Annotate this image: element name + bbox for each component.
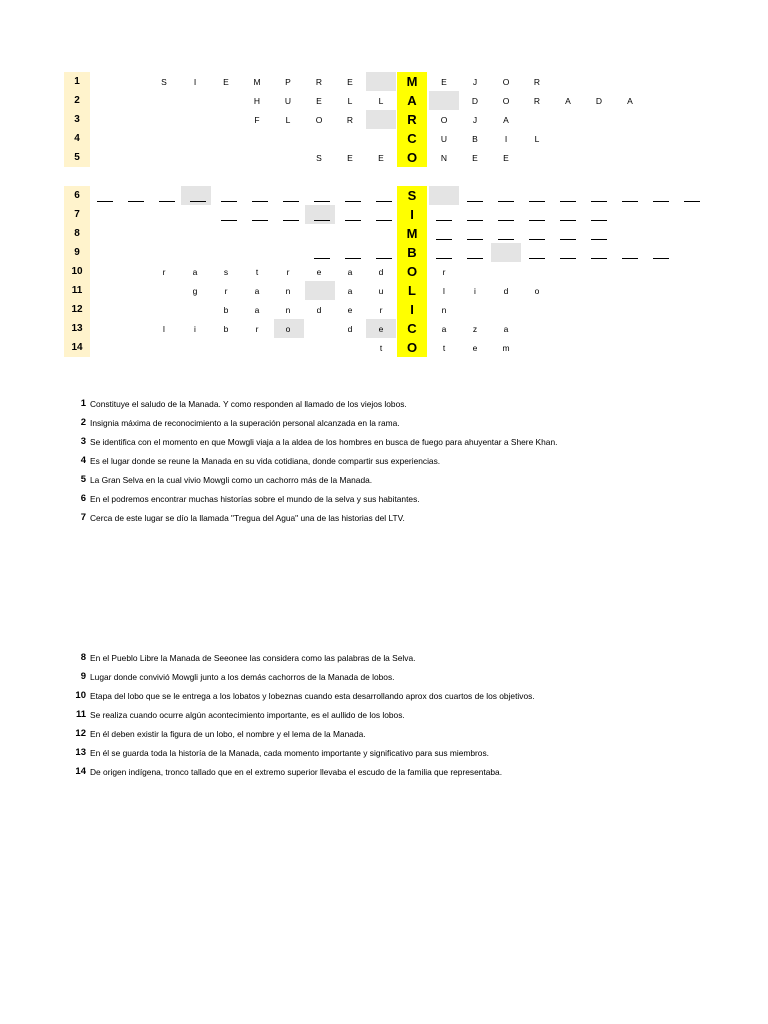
key-letter: I: [410, 207, 414, 222]
answer-blank: [591, 258, 607, 259]
grid-letter: D: [595, 95, 603, 106]
clue-number: 1: [80, 398, 86, 409]
clue-item: [64, 451, 744, 470]
shaded-cell: [429, 186, 459, 205]
row-number: 9: [64, 243, 90, 262]
grid-letter: m: [502, 342, 510, 353]
grid-letter: E: [316, 95, 322, 106]
answer-blank: [283, 220, 299, 221]
answer-blank: [314, 201, 330, 202]
grid-letter: e: [316, 266, 322, 277]
clue-text: La Gran Selva en la cual vivio Mowgli como un cachorro más de la Manada.: [90, 474, 373, 485]
grid-letter: E: [223, 76, 229, 87]
grid-letter: l: [163, 323, 165, 334]
grid-letter: P: [285, 76, 291, 87]
clue-text: En el Pueblo Libre la Manada de Seeonee las considera como las palabras de la Selva.: [90, 652, 416, 663]
answer-blank: [283, 201, 299, 202]
shaded-cell: [366, 110, 396, 129]
clue-text: En él deben existir la figura de un lobo, el nombre y el lema de la Manada.: [90, 728, 366, 739]
clue-text: Es el lugar donde se reune la Manada en su vida cotidiana, donde compartir sus experiencias.: [90, 455, 441, 466]
grid-letter: e: [472, 342, 478, 353]
answer-blank: [529, 201, 545, 202]
grid-letter: b: [223, 304, 229, 315]
clue-item: [64, 648, 744, 667]
grid-letter: R: [533, 95, 541, 106]
row-number: 6: [64, 186, 90, 205]
grid-letter: a: [192, 266, 198, 277]
answer-blank: [345, 201, 361, 202]
clues-list-1: [64, 394, 744, 527]
answer-blank: [591, 220, 607, 221]
grid-letter: n: [441, 304, 447, 315]
clue-number: 6: [80, 493, 86, 504]
grid-letter: r: [379, 304, 383, 315]
clue-text: Insignia máxima de reconocimiento a la superación personal alcanzada en la rama.: [90, 417, 400, 428]
grid-letter: n: [285, 304, 291, 315]
grid-letter: t: [442, 342, 446, 353]
grid-letter: r: [255, 323, 259, 334]
shaded-cell: [305, 281, 335, 300]
answer-blank: [529, 258, 545, 259]
grid-letter: O: [502, 76, 510, 87]
grid-letter: R: [346, 114, 354, 125]
answer-blank: [190, 201, 206, 202]
grid-letter: S: [161, 76, 167, 87]
answer-blank: [560, 201, 576, 202]
grid-letter: a: [254, 304, 260, 315]
answer-blank: [128, 201, 144, 202]
answer-blank: [591, 239, 607, 240]
row-number: 10: [64, 262, 90, 281]
grid-letter: L: [347, 95, 353, 106]
clue-item: [64, 667, 744, 686]
answer-blank: [498, 220, 514, 221]
answer-blank: [467, 258, 483, 259]
clue-number: 11: [75, 709, 86, 720]
grid-letter: B: [472, 133, 478, 144]
answer-blank: [591, 201, 607, 202]
grid-letter: L: [378, 95, 384, 106]
clue-item: [64, 724, 744, 743]
row-number: 3: [64, 110, 90, 129]
grid-letter: e: [378, 323, 384, 334]
grid-letter: E: [503, 152, 509, 163]
grid-letter: E: [378, 152, 384, 163]
answer-blank: [252, 201, 268, 202]
clues-list-2: [64, 648, 744, 781]
answer-blank: [529, 239, 545, 240]
key-letter: B: [407, 245, 417, 260]
key-letter: C: [407, 321, 417, 336]
answer-blank: [560, 239, 576, 240]
answer-blank: [560, 258, 576, 259]
grid-letter: D: [471, 95, 479, 106]
grid-letter: L: [285, 114, 291, 125]
key-letter: S: [407, 188, 417, 203]
shaded-cell: [305, 205, 335, 224]
clue-text: Cerca de este lugar se dío la llamada "Tregua del Agua" una de las historias del LTV.: [90, 512, 405, 523]
answer-blank: [252, 220, 268, 221]
grid-letter: L: [534, 133, 540, 144]
answer-blank: [376, 201, 392, 202]
answer-blank: [376, 220, 392, 221]
clue-item: [64, 705, 744, 724]
grid-letter: E: [472, 152, 478, 163]
answer-blank: [345, 258, 361, 259]
grid-letter: F: [254, 114, 260, 125]
answer-blank: [622, 258, 638, 259]
key-letter: R: [407, 112, 417, 127]
key-letter: O: [406, 150, 418, 165]
clue-item: [64, 762, 744, 781]
answer-blank: [221, 201, 237, 202]
grid-letter: n: [285, 285, 291, 296]
shaded-cell: [491, 243, 521, 262]
key-letter: O: [406, 340, 418, 355]
row-number: 8: [64, 224, 90, 243]
clue-number: 14: [75, 766, 86, 777]
row-number: 1: [64, 72, 90, 91]
clue-item: [64, 432, 744, 451]
clue-item: [64, 470, 744, 489]
grid-letter: I: [193, 76, 197, 87]
answer-blank: [436, 220, 452, 221]
grid-letter: u: [378, 285, 384, 296]
clue-item: [64, 743, 744, 762]
grid-letter: a: [503, 323, 509, 334]
clue-number: 13: [75, 747, 86, 758]
grid-letter: o: [534, 285, 540, 296]
clue-text: De origen indígena, tronco tallado que en el extremo superior llevaba el escudo de la familia que representaba.: [90, 766, 503, 777]
grid-letter: r: [162, 266, 166, 277]
grid-letter: A: [565, 95, 571, 106]
grid-letter: g: [192, 285, 198, 296]
row-number: 2: [64, 91, 90, 110]
shaded-cell: [366, 72, 396, 91]
clue-text: En él se guarda toda la historía de la Manada, cada momento importante y significativo para sus miembros.: [90, 747, 489, 758]
clue-number: 9: [80, 671, 86, 682]
answer-blank: [653, 201, 669, 202]
answer-blank: [622, 201, 638, 202]
grid-letter: E: [441, 76, 447, 87]
key-letter: I: [410, 302, 414, 317]
answer-blank: [436, 239, 452, 240]
answer-blank: [314, 220, 330, 221]
grid-letter: O: [315, 114, 323, 125]
grid-letter: z: [472, 323, 478, 334]
row-number: 12: [64, 300, 90, 319]
key-letter: M: [406, 74, 418, 89]
grid-letter: a: [347, 266, 353, 277]
grid-letter: o: [285, 323, 291, 334]
grid-letter: t: [379, 342, 383, 353]
clue-number: 3: [80, 436, 86, 447]
answer-blank: [467, 201, 483, 202]
clue-text: Constituye el saludo de la Manada. Y como responden al llamado de los viejos lobos.: [90, 398, 407, 409]
grid-letter: a: [254, 285, 260, 296]
clue-number: 12: [75, 728, 86, 739]
grid-letter: i: [194, 323, 196, 334]
clue-number: 4: [80, 455, 86, 466]
row-number: 14: [64, 338, 90, 357]
grid-letter: U: [284, 95, 292, 106]
row-number: 13: [64, 319, 90, 338]
grid-letter: U: [440, 133, 448, 144]
grid-letter: d: [316, 304, 322, 315]
crossword-grid: [0, 0, 768, 360]
key-letter: L: [408, 283, 416, 298]
shaded-cell: [181, 186, 211, 205]
answer-blank: [314, 258, 330, 259]
clue-item: [64, 489, 744, 508]
answer-blank: [376, 258, 392, 259]
grid-letter: M: [253, 76, 261, 87]
grid-letter: d: [378, 266, 384, 277]
grid-letter: R: [533, 76, 541, 87]
clue-number: 5: [80, 474, 86, 485]
grid-letter: b: [223, 323, 229, 334]
clue-text: Se identifica con el momento en que Mowgli viaja a la aldea de los hombres en busca de fuego para ahuyentar a Shere Khan.: [90, 436, 558, 447]
clue-text: Lugar donde convivió Mowgli junto a los demás cachorros de la Manada de lobos.: [90, 671, 395, 682]
answer-blank: [653, 258, 669, 259]
grid-letter: r: [224, 285, 228, 296]
shaded-cell: [429, 91, 459, 110]
grid-letter: A: [627, 95, 633, 106]
grid-letter: s: [223, 266, 229, 277]
answer-blank: [498, 239, 514, 240]
answer-blank: [467, 239, 483, 240]
grid-letter: R: [315, 76, 323, 87]
grid-letter: J: [472, 114, 478, 125]
grid-letter: E: [347, 76, 353, 87]
answer-blank: [560, 220, 576, 221]
grid-letter: e: [347, 304, 353, 315]
clue-item: [64, 686, 744, 705]
answer-blank: [345, 220, 361, 221]
grid-letter: d: [503, 285, 509, 296]
clue-text: En el podremos encontrar muchas historías sobre el mundo de la selva y sus habitantes.: [90, 493, 420, 504]
grid-letter: r: [286, 266, 290, 277]
row-number: 5: [64, 148, 90, 167]
answer-blank: [467, 220, 483, 221]
key-letter: C: [407, 131, 417, 146]
clue-number: 8: [80, 652, 86, 663]
grid-letter: r: [442, 266, 446, 277]
key-letter: M: [406, 226, 418, 241]
grid-letter: d: [347, 323, 353, 334]
grid-letter: l: [443, 285, 445, 296]
answer-blank: [159, 201, 175, 202]
clue-item: [64, 413, 744, 432]
answer-blank: [684, 201, 700, 202]
grid-letter: O: [502, 95, 510, 106]
clue-text: Etapa del lobo que se le entrega a los lobatos y lobeznas cuando esta desarrollando aprox dos cuartos de los objetivos.: [90, 690, 535, 701]
grid-letter: t: [255, 266, 259, 277]
grid-letter: N: [440, 152, 448, 163]
grid-letter: a: [347, 285, 353, 296]
answer-blank: [221, 220, 237, 221]
row-number: 11: [64, 281, 90, 300]
clue-item: [64, 508, 744, 527]
grid-letter: i: [474, 285, 476, 296]
answer-blank: [529, 220, 545, 221]
clue-item: [64, 394, 744, 413]
key-letter: O: [406, 264, 418, 279]
grid-letter: H: [253, 95, 261, 106]
grid-letter: O: [440, 114, 448, 125]
key-letter: A: [407, 93, 417, 108]
clue-number: 7: [80, 512, 86, 523]
row-number: 4: [64, 129, 90, 148]
clue-number: 10: [75, 690, 86, 701]
answer-blank: [97, 201, 113, 202]
answer-blank: [436, 258, 452, 259]
grid-letter: a: [441, 323, 447, 334]
grid-letter: I: [504, 133, 508, 144]
grid-letter: J: [472, 76, 478, 87]
row-number: 7: [64, 205, 90, 224]
grid-letter: A: [503, 114, 509, 125]
grid-letter: S: [316, 152, 322, 163]
clue-text: Se realiza cuando ocurre algún acontecimiento importante, es el aullido de los lobos.: [90, 709, 405, 720]
grid-letter: E: [347, 152, 353, 163]
clue-number: 2: [80, 417, 86, 428]
answer-blank: [498, 201, 514, 202]
